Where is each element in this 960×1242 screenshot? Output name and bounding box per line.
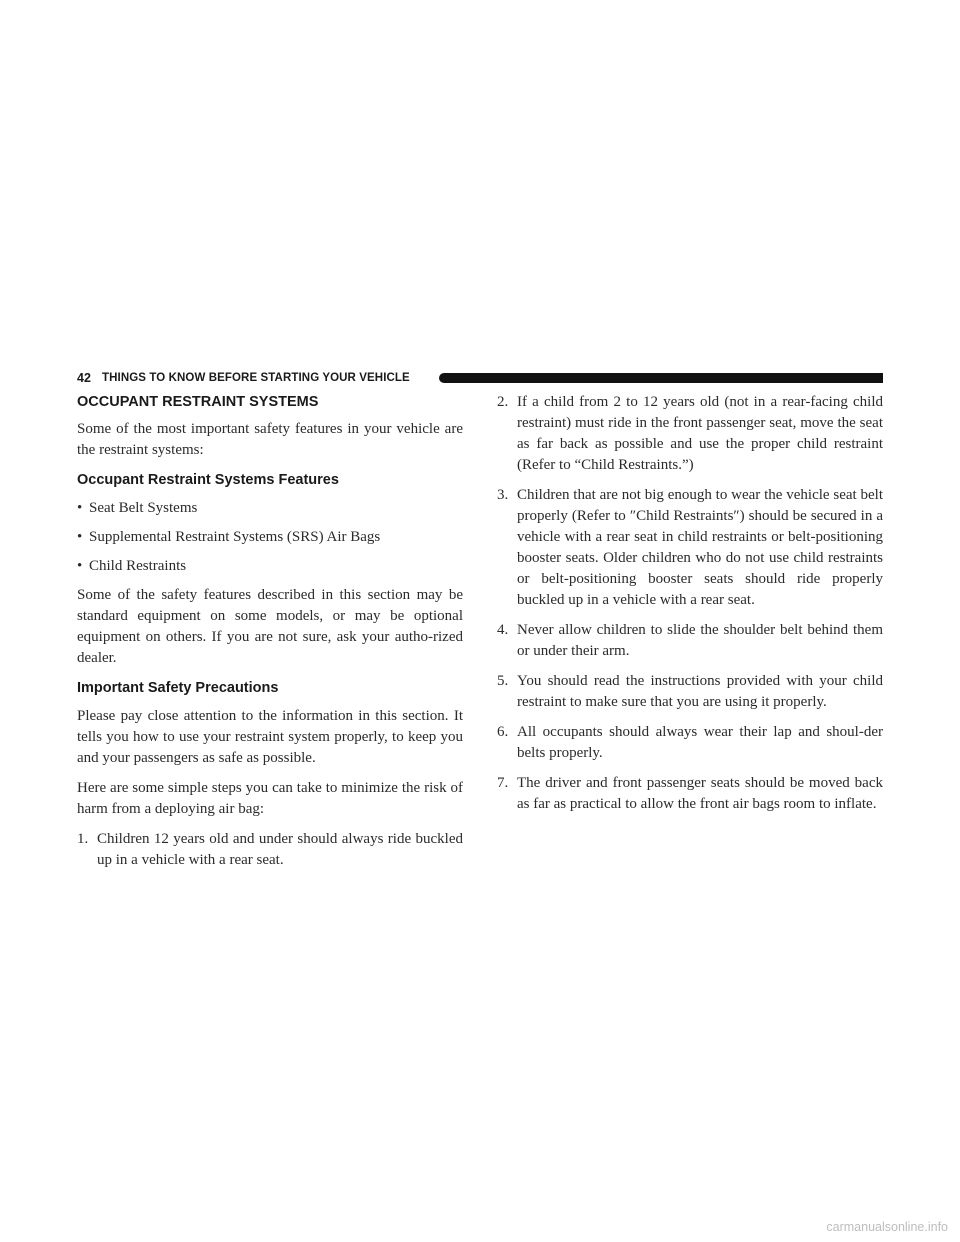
- step-number: 3.: [497, 487, 509, 503]
- step-text: All occupants should always wear their lap and shoul-der belts properly.: [517, 724, 883, 761]
- step-number: 5.: [497, 673, 509, 689]
- step-number: 7.: [497, 775, 509, 791]
- step-number: 6.: [497, 724, 509, 740]
- list-item: • Supplemental Restraint Systems (SRS) Air Bags: [77, 527, 463, 548]
- list-item: • Child Restraints: [77, 556, 463, 577]
- list-item: [497, 722, 883, 764]
- list-item: [497, 392, 883, 476]
- list-item: [497, 773, 883, 815]
- section-title: THINGS TO KNOW BEFORE STARTING YOUR VEHICLE: [102, 372, 410, 384]
- list-item: [77, 829, 463, 871]
- steps-list-right: [497, 392, 883, 815]
- precautions-paragraph-1: Please pay close attention to the information in this section. It tells you how to use your restraint system properly, to keep you and your passengers as safe as possible.: [77, 708, 463, 766]
- bullet-icon: •: [77, 529, 83, 545]
- list-item: [497, 671, 883, 713]
- page-number: 42: [77, 371, 91, 385]
- step-text: The driver and front passenger seats should be moved back as far as practical to allow the front air bags room to inflate.: [517, 775, 883, 812]
- step-number: 2.: [497, 394, 509, 410]
- bullet-icon: •: [77, 500, 83, 516]
- list-item: [497, 485, 883, 611]
- step-number: 4.: [497, 622, 509, 638]
- features-note: Some of the safety features described in this section may be standard equipment on some models, or may be optional equipment on others. If you are not sure, ask your autho-rized dealer.: [77, 587, 463, 666]
- step-text: Children that are not big enough to wear the vehicle seat belt properly (Refer to ″Child Restraints″) should be secured in a vehicle with a rear seat in child restraints or belt-positioning booster seats. Older children who do not use child restraints or belt-positioning booster seats should ride properly buckled up in a vehicle with a rear seat.: [517, 487, 883, 608]
- precautions-heading: Important Safety Precautions: [77, 680, 279, 696]
- step-text: You should read the instructions provided with your child restraint to make sure that you are using it properly.: [517, 673, 883, 710]
- bullet-icon: •: [77, 558, 83, 574]
- header-rule: [439, 373, 883, 383]
- step-number: 1.: [77, 831, 89, 847]
- features-heading: Occupant Restraint Systems Features: [77, 472, 339, 488]
- step-text: If a child from 2 to 12 years old (not in a rear-facing child restraint) must ride in the front passenger seat, move the seat as far back as possible and use the proper child restraint (Refer to “Child Restraints.”): [517, 394, 883, 473]
- list-item: [497, 620, 883, 662]
- features-list: [77, 498, 463, 577]
- steps-list-left: [77, 829, 463, 871]
- page-header: [77, 370, 883, 386]
- step-text: Never allow children to slide the shoulder belt behind them or under their arm.: [517, 622, 883, 659]
- right-column: [497, 392, 883, 824]
- main-heading: OCCUPANT RESTRAINT SYSTEMS: [77, 394, 319, 410]
- list-item: • Seat Belt Systems: [77, 498, 463, 519]
- step-text: Children 12 years old and under should always ride buckled up in a vehicle with a rear seat.: [97, 831, 463, 868]
- intro-paragraph: Some of the most important safety features in your vehicle are the restraint systems:: [77, 421, 463, 458]
- precautions-paragraph-2: Here are some simple steps you can take to minimize the risk of harm from a deploying air bag:: [77, 780, 463, 817]
- left-column: [77, 392, 463, 880]
- watermark: carmanualsonline.info: [826, 1220, 948, 1234]
